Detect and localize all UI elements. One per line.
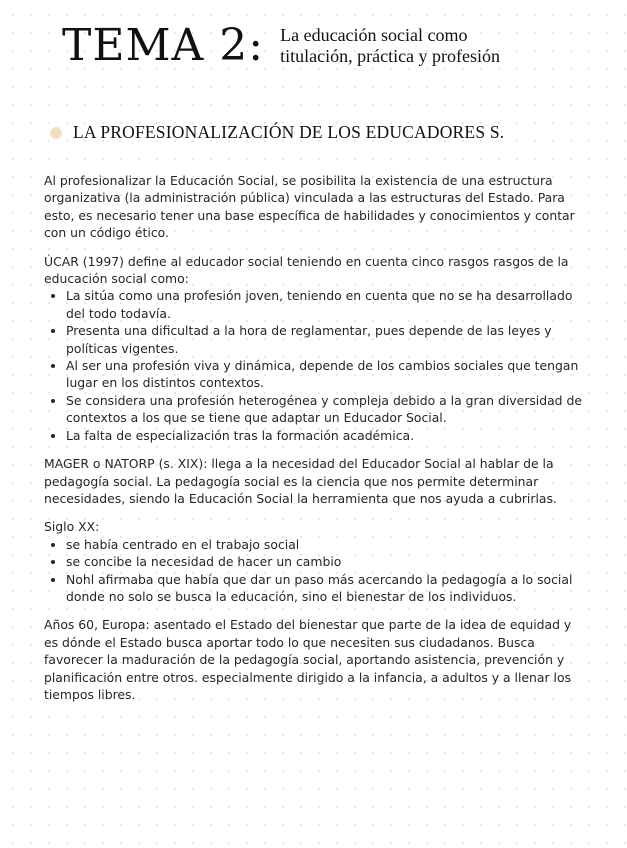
ucar-traits-list — [44, 287, 584, 444]
tema-subtitle — [280, 25, 500, 67]
subtitle-line-2: titulación, práctica y profesión — [280, 46, 501, 66]
list-item: • Se considera una profesión heterogénea y compleja debido a la gran diversidad de contextos a los que se tiene que adaptar un Educador Social. — [66, 392, 584, 427]
document-body — [44, 172, 584, 714]
page-header — [62, 20, 501, 71]
list-item: • La falta de especialización tras la formación académica. — [66, 427, 584, 444]
list-item: • Presenta una dificultad a la hora de reglamentar, pues depende de las leyes y políticas vigentes. — [66, 322, 584, 357]
paragraph-ucar: ÚCAR (1997) define al educador social teniendo en cuenta cinco rasgos rasgos de la educación social como: — [44, 253, 569, 287]
list-item: • se concibe la necesidad de hacer un cambio — [66, 553, 584, 570]
paragraph-mager-natorp: MAGER o NATORP (s. XIX): llega a la necesidad del Educador Social al hablar de la pedagogía social. La pedagogía social es la ciencia que nos permite determinar necesidades, siendo la Educación Social la herramienta que nos ayuda a cubrirlas. — [44, 456, 557, 506]
list-item: • La sitúa como una profesión joven, teniendo en cuenta que no se ha desarrollado del todo todavía. — [66, 287, 584, 322]
paragraph-siglo-xx: Siglo XX: — [44, 519, 100, 535]
bullet-dot-icon — [50, 127, 62, 139]
list-item: • Nohl afirmaba que había que dar un paso más acercando la pedagogía a lo social donde no solo se busca la educación, sino el bienestar de los individuos. — [66, 571, 584, 606]
section-heading — [50, 122, 504, 143]
section-title: LA PROFESIONALIZACIÓN DE LOS EDUCADORES S. — [73, 122, 505, 142]
siglo-xx-list — [44, 536, 584, 606]
subtitle-line-1: La educación social como — [280, 25, 468, 45]
paragraph-anos-60: Años 60, Europa: asentado el Estado del bienestar que parte de la idea de equidad y es dónde el Estado busca aportar todo lo que necesiten sus ciudadanos. Busca favorecer la maduración de la pedagogía social, aportando asistencia, prevención y planificación entre otros. especialmente dirigido a la infancia, a adultos y a llenar los tiempos libres. — [44, 617, 572, 702]
list-item: • Al ser una profesión viva y dinámica, depende de los cambios sociales que tengan lugar en los distintos contextos. — [66, 357, 584, 392]
tema-title: TEMA 2: — [62, 20, 265, 71]
list-item: • se había centrado en el trabajo social — [66, 536, 584, 553]
paragraph-profesionalizar: Al profesionalizar la Educación Social, se posibilita la existencia de una estructura organizativa (la administración pública) vinculada a las estructuras del Estado. Para esto, es necesario tener una base específica de habilidades y conocimientos y contar con un código ético. — [44, 173, 575, 241]
